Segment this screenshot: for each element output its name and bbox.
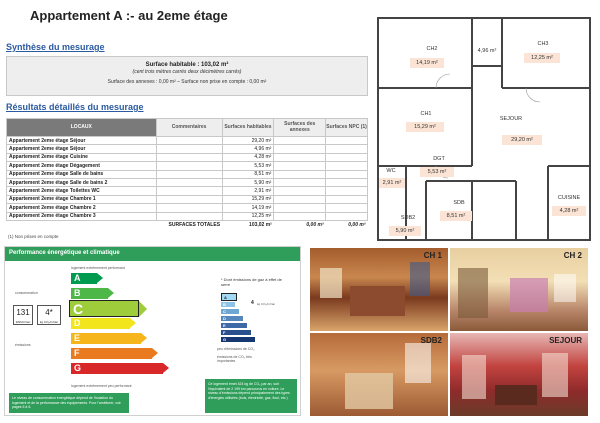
plan-room-ch1: CH1: [420, 111, 432, 117]
ges-value: 4: [251, 300, 254, 306]
table-row: [7, 137, 368, 145]
row-locaux: Appartement 2eme étage Cuisine: [7, 153, 157, 161]
photo-sdb2: [310, 333, 448, 416]
ges-low-note: peu d'émissions de CO₂: [217, 347, 255, 351]
energy-heading: Performance énergétique et climatique: [5, 247, 300, 261]
row-surface: 14,19 m²: [222, 204, 274, 212]
plan-area-cuisine: 4,28 m²: [552, 206, 586, 216]
dpe-class-a: [71, 273, 97, 284]
col-header-annexes: Surfaces des annexes: [274, 119, 326, 137]
energy-bottom-note: logement extrêmement peu performant: [71, 384, 132, 388]
col-header-commentaires: Commentaires: [156, 119, 222, 137]
row-surface: 2,91 m²: [222, 187, 274, 195]
ges-class-g: G: [221, 337, 255, 342]
dpe-class-letter: G: [74, 363, 82, 373]
ges-title: * Dont émissions de gaz à effet de serre: [221, 277, 282, 287]
results-table: [6, 118, 368, 229]
synthese-heading: Synthèse du mesurage: [6, 42, 105, 52]
plan-room-sejour: SEJOUR: [499, 116, 523, 122]
row-surface: 12,25 m²: [222, 212, 274, 220]
dpe-class-c: [69, 300, 139, 317]
dpe-class-letter: A: [74, 273, 81, 283]
dpe-arrow-tip: [108, 288, 114, 298]
totals-row: [7, 220, 368, 228]
table-row: [7, 178, 368, 186]
row-locaux: Appartement 2eme étage Séjour: [7, 145, 157, 153]
table-note: (1) Non prises en compte: [8, 234, 59, 239]
row-locaux: Appartement 2eme étage Chambre 1: [7, 195, 157, 203]
plan-area-degagement: 4,96 m²: [477, 48, 497, 54]
consumption-unit: kWh/m²/an: [15, 320, 31, 324]
total-npc: 0,00 m²: [348, 221, 366, 228]
surface-habitable-text: Surface habitable : 103,02 m²: [145, 62, 229, 68]
dpe-arrow-tip: [139, 301, 147, 317]
table-row: [7, 204, 368, 212]
consumption-label: consommation: [15, 291, 38, 295]
col-header-locaux: LOCAUX: [7, 119, 157, 137]
plan-room-cuisine: CUISINE: [557, 195, 581, 201]
row-surface: 4,28 m²: [222, 153, 274, 161]
plan-area-sdb: 8,51 m²: [440, 211, 472, 221]
photo-caption: SEJOUR: [549, 336, 582, 345]
energy-footer-right: Ce logement émet 424 kg de CO₂ par an, soit l'équivalent de 2 199 km parcourus en voiture. Le niveau d'émissions dépend principalement des types d'énergies utilisées (bois, électricité, gaz, fioul, etc.): [205, 379, 297, 413]
photo-caption: SDB2: [420, 336, 442, 345]
dpe-arrow-tip: [163, 363, 169, 373]
ges-class-c: C: [221, 309, 239, 314]
resultats-heading: Résultats détaillés du mesurage: [6, 102, 144, 112]
photo-ch2: [450, 248, 588, 331]
ges-class-e: E: [221, 323, 247, 328]
ges-class-f: F: [221, 330, 251, 335]
emission-box: [37, 305, 61, 325]
plan-area-dgt: 5,53 m²: [420, 167, 454, 177]
row-locaux: Appartement 2eme étage Salle de bains: [7, 170, 157, 178]
consumption-value: 131: [16, 308, 30, 317]
col-header-npc: Surfaces NPC (1): [326, 119, 368, 137]
total-habitable: 103,02 m²: [249, 221, 272, 228]
dpe-class-letter: B: [74, 288, 81, 298]
dpe-class-e: [71, 333, 141, 344]
row-locaux: Appartement 2eme étage Chambre 2: [7, 204, 157, 212]
annexes-text: Surface des annexes : 0,00 m² – Surface non prise en compte : 0,00 m²: [107, 79, 267, 85]
row-locaux: Appartement 2eme étage Salle de bains 2: [7, 178, 157, 186]
plan-area-ch1: 15,29 m²: [406, 122, 444, 132]
dpe-class-letter: F: [74, 348, 80, 358]
plan-room-sdb2: SDB2: [400, 215, 416, 221]
table-row: [7, 170, 368, 178]
plan-area-ch3: 12,25 m²: [524, 53, 560, 63]
dpe-arrow-tip: [152, 348, 158, 358]
plan-room-ch2: CH2: [426, 46, 438, 52]
synthese-box: [6, 56, 368, 96]
dpe-class-g: [71, 363, 163, 374]
dpe-class-letter: E: [74, 333, 81, 343]
row-locaux: Appartement 2eme étage Chambre 3: [7, 212, 157, 220]
row-surface: 5,53 m²: [222, 162, 274, 170]
dpe-class-b: [71, 288, 108, 299]
row-surface: 15,29 m²: [222, 195, 274, 203]
photo-ch1: [310, 248, 448, 331]
photo-caption: CH 2: [563, 251, 582, 260]
plan-room-ch3: CH3: [537, 41, 549, 47]
total-annexes: 0,00 m²: [306, 221, 324, 228]
ges-class-d: D: [221, 316, 243, 321]
dpe-arrow-tip: [130, 318, 136, 328]
plan-area-sejour: 29,20 m²: [502, 135, 542, 145]
plan-area-sdb2: 5,90 m²: [389, 226, 421, 236]
row-locaux: Appartement 2eme étage Toilettes WC: [7, 187, 157, 195]
dpe-class-letter: C: [73, 301, 84, 317]
dpe-class-d: [71, 318, 130, 329]
emission-unit: kg CO₂/m²/an: [39, 320, 59, 324]
ges-class-a: A: [221, 293, 237, 301]
energy-top-note: logement extrêmement performant: [71, 266, 125, 270]
dpe-arrow-tip: [97, 273, 103, 283]
table-row: [7, 212, 368, 220]
table-row: [7, 195, 368, 203]
plan-room-sdb: SDB: [453, 200, 465, 206]
col-header-habitables: Surfaces habitables: [222, 119, 274, 137]
emission-value: 4*: [45, 308, 53, 317]
row-surface: 29,20 m²: [222, 137, 274, 145]
table-row: [7, 145, 368, 153]
floor-plan: [376, 16, 592, 242]
dpe-arrow-tip: [141, 333, 147, 343]
plan-area-ch2: 14,19 m²: [410, 58, 444, 68]
totals-label: SURFACES TOTALES: [168, 221, 221, 228]
photo-sejour: [450, 333, 588, 416]
energy-footer-left: Le niveau de consommation énergétique dépend de l'isolation du logement et de la performance des équipements. Pour l'améliorer, voir pages 5 à 6.: [9, 393, 129, 413]
plan-room-dgt: DGT: [433, 156, 445, 162]
row-surface: 8,51 m²: [222, 170, 274, 178]
table-row: [7, 187, 368, 195]
dpe-class-letter: D: [74, 318, 81, 328]
ges-unit: kg CO₂/m²/an: [257, 302, 276, 306]
plan-area-wc: 2,91 m²: [379, 178, 405, 188]
page-title: Appartement A :- au 2eme étage: [30, 8, 228, 23]
photo-caption: CH 1: [423, 251, 442, 260]
row-locaux: Appartement 2eme étage Dégagement: [7, 162, 157, 170]
row-surface: 5,90 m²: [222, 178, 274, 186]
dpe-class-f: [71, 348, 152, 359]
ges-class-b: B: [221, 302, 235, 307]
ges-high-note: émissions de CO₂ très importantes: [217, 355, 252, 363]
row-locaux: Appartement 2eme étage Séjour: [7, 137, 157, 145]
surface-words-text: (cent trois mètres carrés deux décimètres carrés): [132, 69, 242, 75]
emission-label: émissions: [15, 343, 31, 347]
plan-room-wc: WC: [386, 168, 396, 174]
consumption-box: [13, 305, 33, 325]
energy-label: [4, 246, 301, 416]
table-row: [7, 153, 368, 161]
table-row: [7, 162, 368, 170]
row-surface: 4,96 m²: [222, 145, 274, 153]
